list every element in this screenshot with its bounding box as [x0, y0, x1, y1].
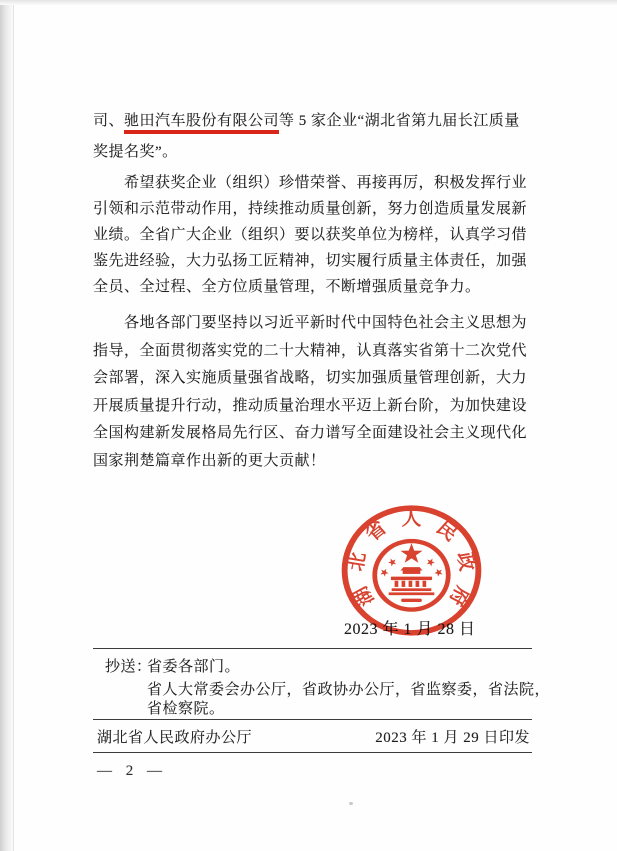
paragraph-line: 鉴先进经验，大力弘扬工匠精神，切实履行质量主体责任，加强 — [93, 253, 528, 269]
issuing-office: 湖北省人民政府办公厅 — [97, 730, 253, 746]
cc-label: 抄送： — [105, 659, 152, 675]
scan-edge-top — [0, 0, 617, 5]
separator-line — [93, 752, 532, 753]
page-number: — 2 — — [97, 763, 167, 779]
paragraph-line: 会部署，深入实施质量强省战略，切实加强质量管理创新，大力 — [93, 370, 528, 386]
seal-date: 2023 年 1 月 28 日 — [344, 621, 476, 638]
print-date: 2023 年 1 月 29 日印发 — [375, 730, 530, 746]
paragraph-line: 全员、全过程、全方位质量管理，不断增强质量竞争力。 — [93, 279, 481, 295]
paragraph-line: 指导，全面贯彻落实党的二十大精神，认真落实省第十二次党代 — [93, 342, 528, 359]
seal-char: 省 — [361, 517, 392, 546]
paragraph-line: 国家荆楚篇章作出新的更大贡献！ — [93, 452, 326, 469]
paragraph-line: 开展质量提升行动，推动质量治理水平迈上新台阶，为加快建设 — [93, 397, 528, 414]
paragraph-line: 各地各部门要坚持以习近平新时代中国特色社会主义思想为 — [93, 315, 528, 331]
seal-char: 府 — [444, 582, 473, 609]
para1-prefix: 司、 — [93, 113, 125, 129]
cc-line: 省人大常委会办公厅，省政协办公厅，省监察委，省法院， — [147, 682, 551, 698]
document-footer — [97, 726, 530, 747]
para1-suffix: 等 5 家企业“湖北省第九届长江质量 — [279, 113, 520, 129]
government-seal-icon — [338, 502, 485, 639]
paragraph-line: 业绩。全省广大企业（组织）要以获奖单位为榜样，认真学习借 — [93, 227, 528, 243]
national-emblem-icon — [375, 541, 449, 610]
separator-line — [93, 719, 532, 720]
paragraph-line: 引领和示范带动作用，持续推动质量创新，努力创造质量发展新 — [93, 201, 528, 217]
seal-char: 湖 — [350, 582, 379, 609]
seal-char: 北 — [345, 550, 371, 573]
seal-char: 人 — [401, 509, 422, 530]
scan-speck — [349, 802, 353, 805]
company-name-underlined: 驰田汽车股份有限公司 — [124, 113, 279, 134]
paragraph-line: 全国构建新发展格局先行区、奋力谱写全面建设社会主义现代化 — [93, 425, 528, 441]
paragraph-line — [93, 106, 543, 137]
paragraph-line: 奖提名奖”。 — [93, 144, 178, 160]
cc-line: 省委各部门。 — [147, 659, 241, 675]
cc-line: 省检察院。 — [147, 701, 225, 717]
scan-edge-left — [0, 0, 14, 851]
seal-char: 民 — [431, 517, 462, 546]
separator-line — [93, 648, 532, 649]
seal-char: 政 — [452, 550, 478, 573]
paragraph-line: 希望获奖企业（组织）珍惜荣誉、再接再厉，积极发挥行业 — [93, 175, 528, 191]
official-seal — [338, 502, 485, 639]
